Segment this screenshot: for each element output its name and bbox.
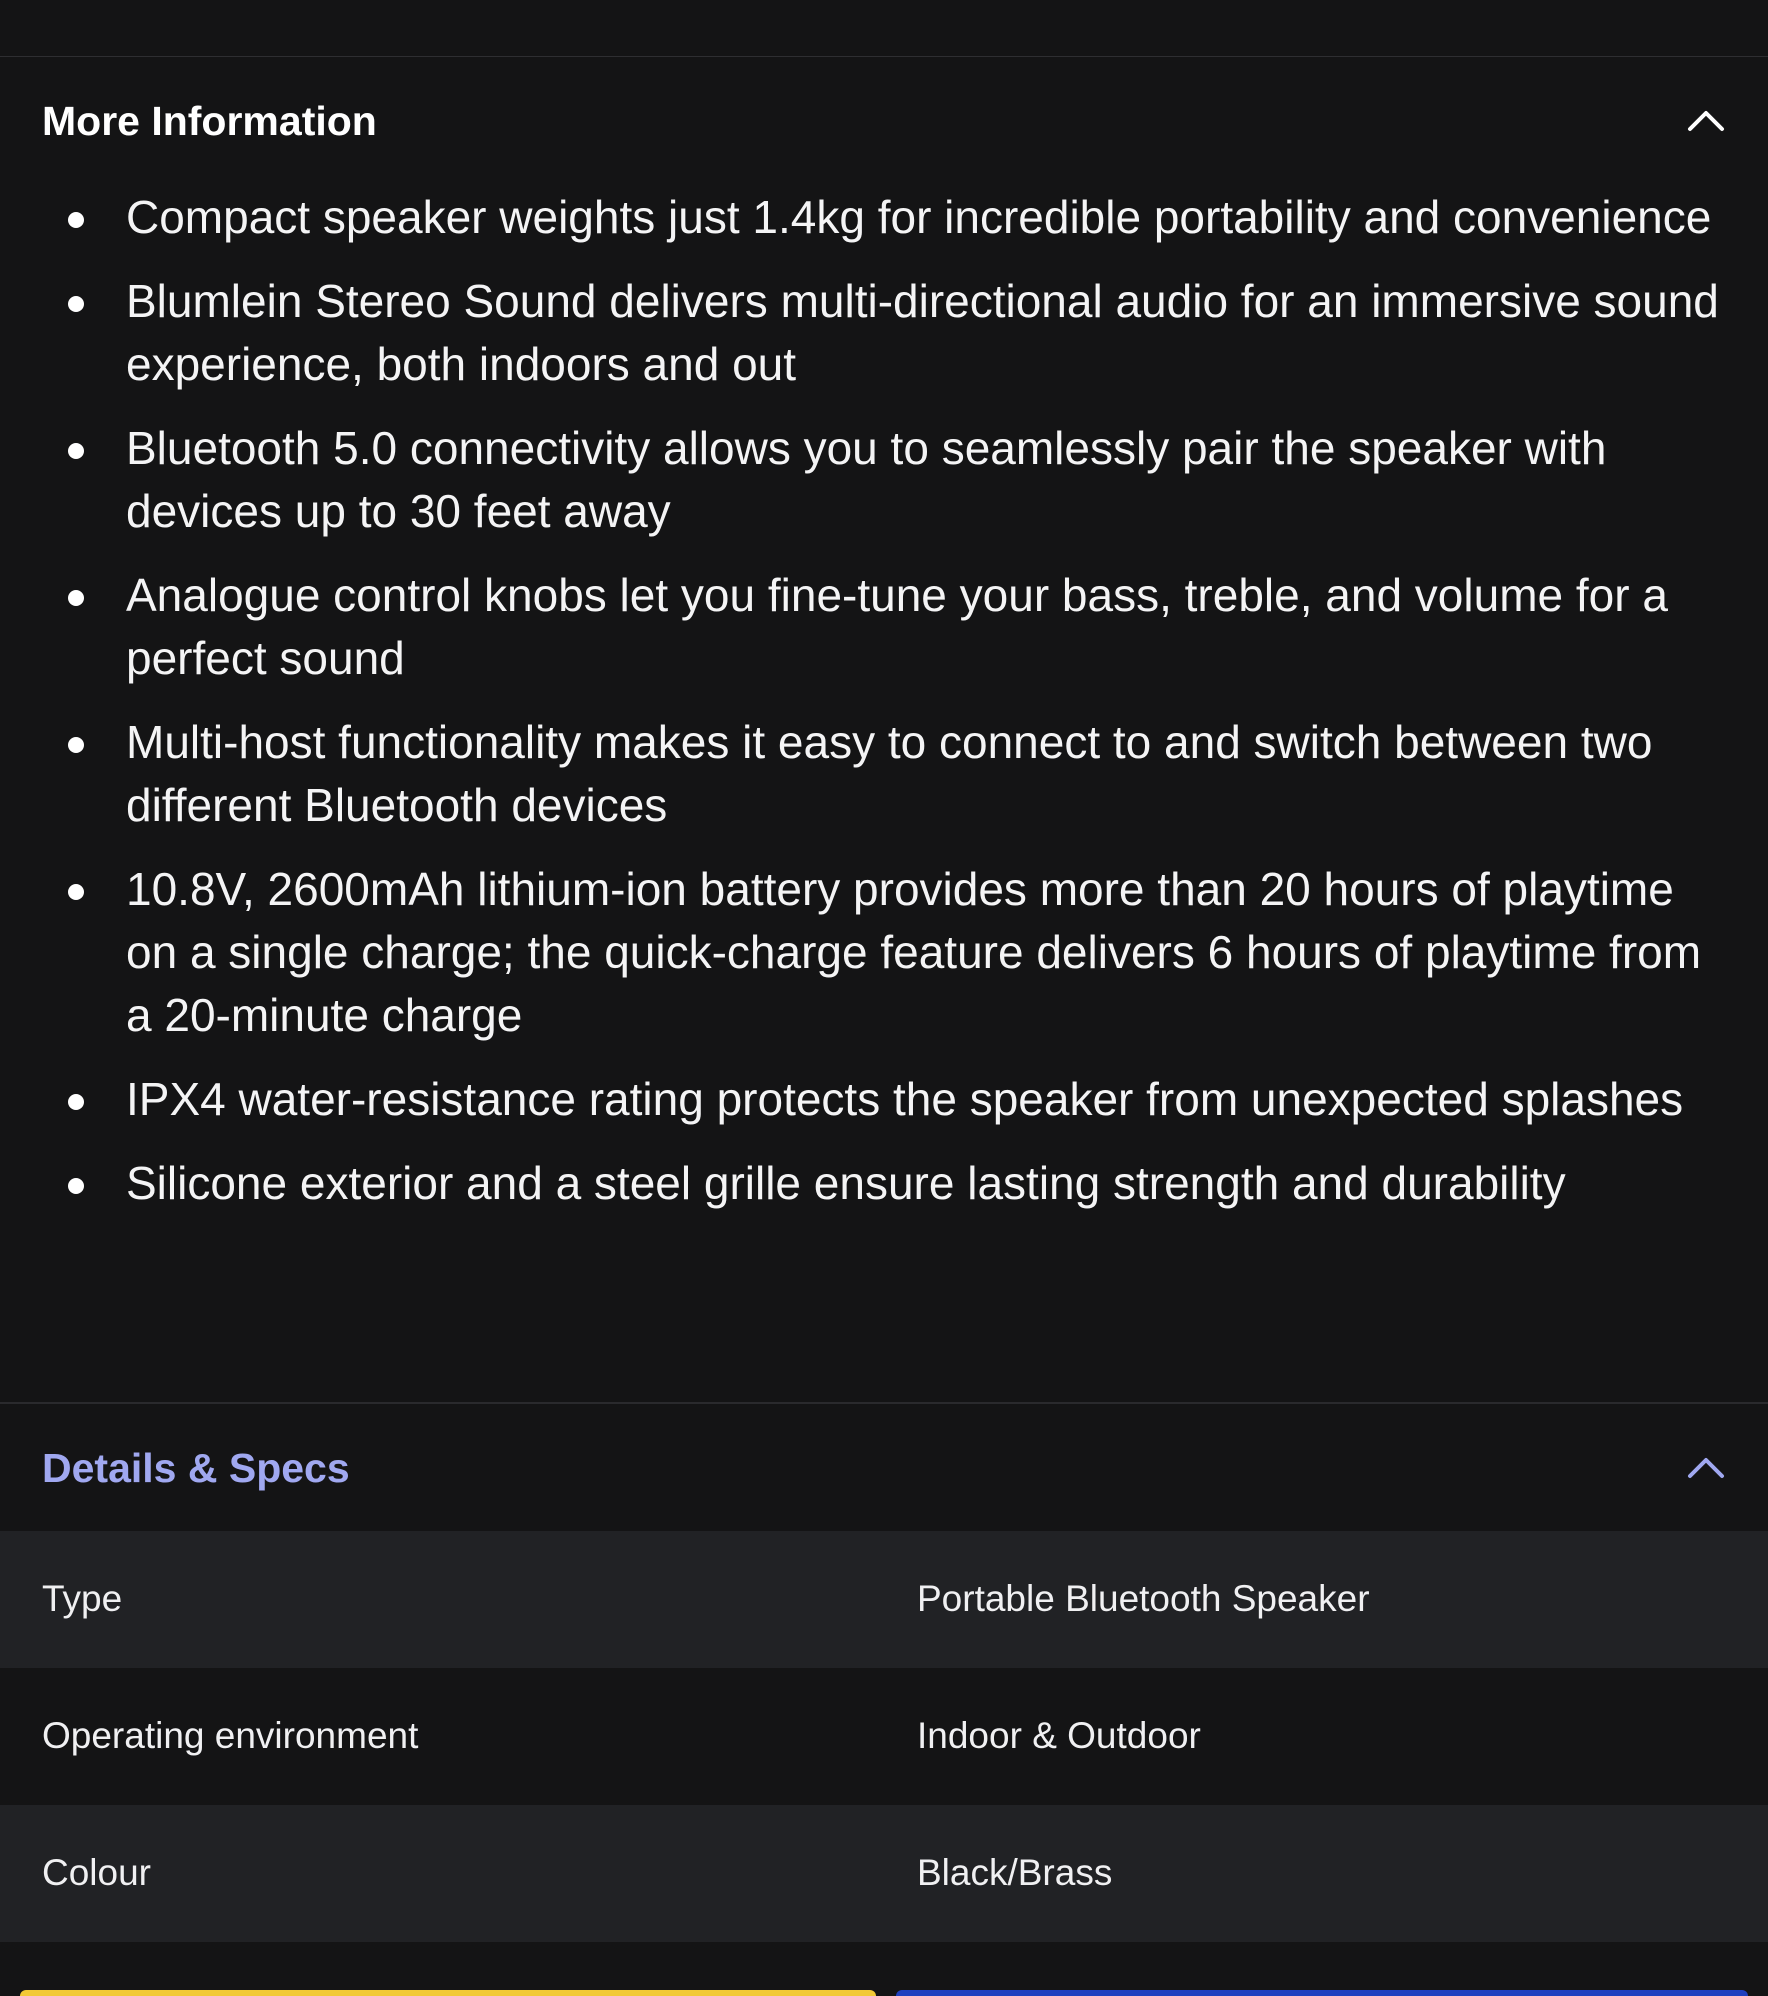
feature-text: Bluetooth 5.0 connectivity allows you to seamlessly pair the speaker with devices up to 30 feet away [126,422,1607,537]
blue-action-button[interactable] [896,1990,1748,1996]
feature-text: 10.8V, 2600mAh lithium-ion battery provides more than 20 hours of playtime on a single charge; the quick-charge feature delivers 6 hours of playtime from a 20-minute charge [126,863,1702,1041]
spec-label: Type [42,1578,123,1619]
table-row [0,1668,1768,1805]
chevron-up-icon[interactable] [1686,101,1726,141]
feature-text: Multi-host functionality makes it easy to connect to and switch between two different Bluetooth devices [126,716,1653,831]
specs-table [0,1531,1768,1942]
list-item [0,417,1768,543]
more-information-header[interactable] [0,57,1768,183]
feature-text: Analogue control knobs let you fine-tune your bass, treble, and volume for a perfect sound [126,569,1668,684]
bullet-icon [68,590,84,606]
spec-value: Black/Brass [917,1852,1113,1893]
list-item [0,1068,1768,1131]
spec-label: Operating environment [42,1715,419,1756]
feature-text: Silicone exterior and a steel grille ensure lasting strength and durability [126,1157,1566,1209]
list-item [0,711,1768,837]
spec-value: Portable Bluetooth Speaker [917,1578,1370,1619]
feature-text: Blumlein Stereo Sound delivers multi-directional audio for an immersive sound experience, both indoors and out [126,275,1719,390]
list-item [0,858,1768,1047]
bullet-icon [68,443,84,459]
yellow-action-button[interactable] [20,1990,876,1996]
details-specs-title: Details & Specs [42,1445,350,1491]
bullet-icon [68,296,84,312]
list-item [0,186,1768,249]
feature-text: Compact speaker weights just 1.4kg for incredible portability and convenience [126,191,1712,243]
details-specs-header[interactable] [0,1404,1768,1531]
top-strip [0,0,1768,57]
spec-value: Indoor & Outdoor [917,1715,1201,1756]
chevron-up-icon[interactable] [1686,1448,1726,1488]
bullet-icon [68,1094,84,1110]
list-item [0,270,1768,396]
bullet-icon [68,884,84,900]
more-information-title: More Information [42,98,377,144]
list-item [0,1152,1768,1215]
feature-list [0,186,1768,1236]
feature-text: IPX4 water-resistance rating protects the speaker from unexpected splashes [126,1073,1684,1125]
bullet-icon [68,1178,84,1194]
list-item [0,564,1768,690]
bullet-icon [68,737,84,753]
bullet-icon [68,212,84,228]
table-row [0,1805,1768,1942]
table-row [0,1531,1768,1668]
spec-label: Colour [42,1852,151,1893]
